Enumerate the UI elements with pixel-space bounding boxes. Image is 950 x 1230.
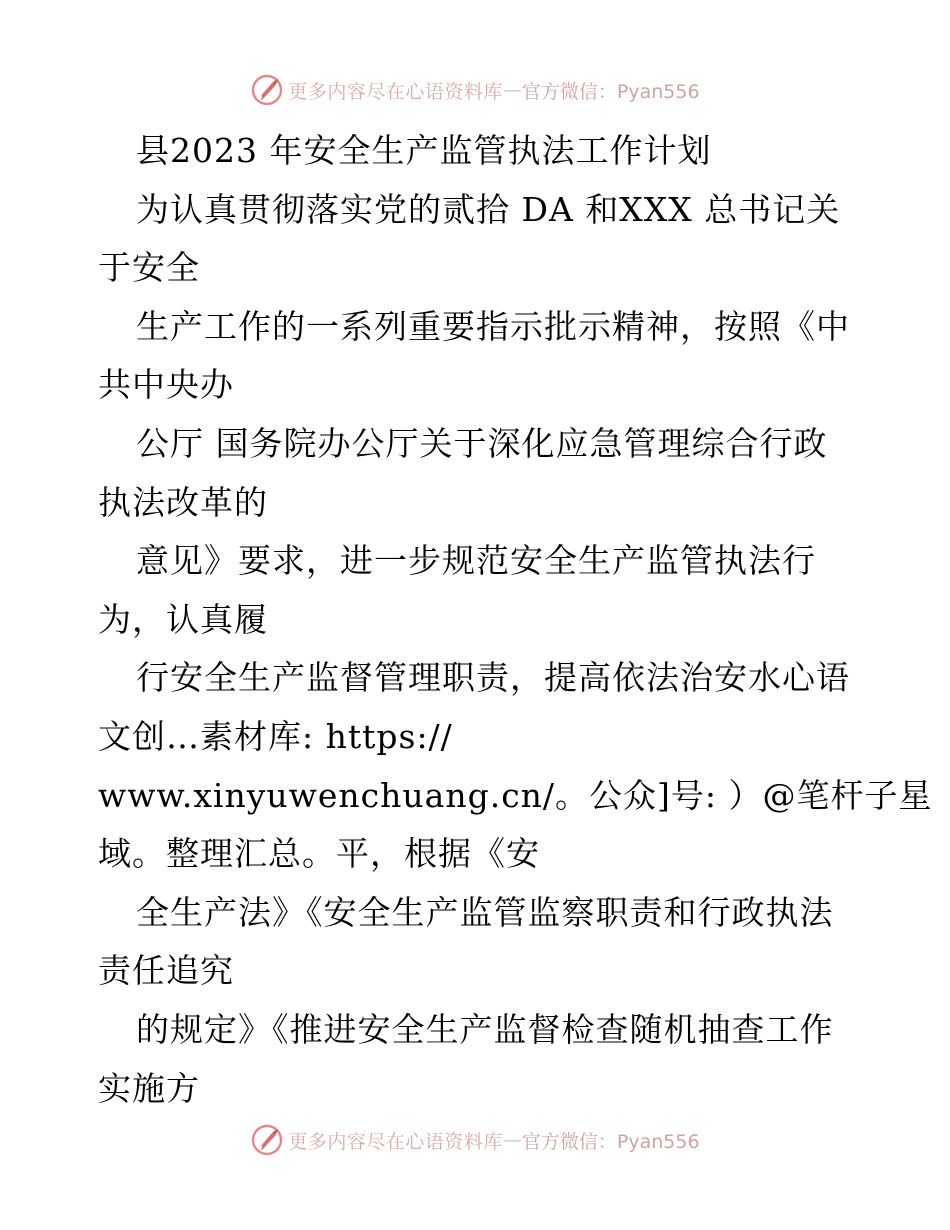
paragraph-line: 行安全生产监督管理职责，提高依法治安水心语 (136, 658, 850, 698)
paragraph-line: 于安全 (98, 248, 200, 288)
paragraph-line: 生产工作的一系列重要指示批示精神，按照《中 (136, 306, 850, 346)
paragraph-line: www.xinyuwenchuang.cn/。公众]号: ）@笔杆子星 (98, 775, 933, 815)
paragraph-line: 意见》要求，进一步规范安全生产监管执法行 (136, 541, 816, 581)
document-body (98, 122, 933, 1118)
watermark-contact: 官方微信：Pyan556 (521, 80, 700, 103)
paragraph-line: 的规定》《推进安全生产监督检查随机抽查工作 (136, 1009, 834, 1049)
footer-watermark (0, 1120, 950, 1160)
paragraph-line: 文创…素材库: https:// (98, 716, 453, 756)
watermark-contact: 官方微信：Pyan556 (521, 1130, 700, 1153)
paragraph-line: 执法改革的 (98, 482, 268, 522)
paragraph-line: 共中央办 (98, 365, 234, 405)
paragraph-line: 全生产法》《安全生产监管监察职责和行政执法 (136, 892, 834, 932)
paragraph-line: 实施方 (98, 1068, 200, 1108)
header-watermark (0, 70, 950, 110)
quill-logo-icon (250, 73, 284, 107)
watermark-separator: — (502, 79, 522, 101)
watermark-separator: — (502, 1129, 522, 1151)
watermark-text: 更多内容尽在心语资料库 (288, 80, 503, 103)
document-title: 县2023 年安全生产监管执法工作计划 (136, 131, 712, 170)
paragraph-line: 域。整理汇总。平，根据《安 (98, 834, 540, 874)
paragraph-line: 为认真贯彻落实党的贰拾 DA 和XXX 总书记关 (136, 189, 841, 229)
watermark-text: 更多内容尽在心语资料库 (288, 1130, 503, 1153)
paragraph-line: 为，认真履 (98, 599, 268, 639)
paragraph-line: 公厅 国务院办公厅关于深化应急管理综合行政 (136, 423, 828, 463)
paragraph-line: 责任追究 (98, 951, 234, 991)
quill-logo-icon (250, 1123, 284, 1157)
